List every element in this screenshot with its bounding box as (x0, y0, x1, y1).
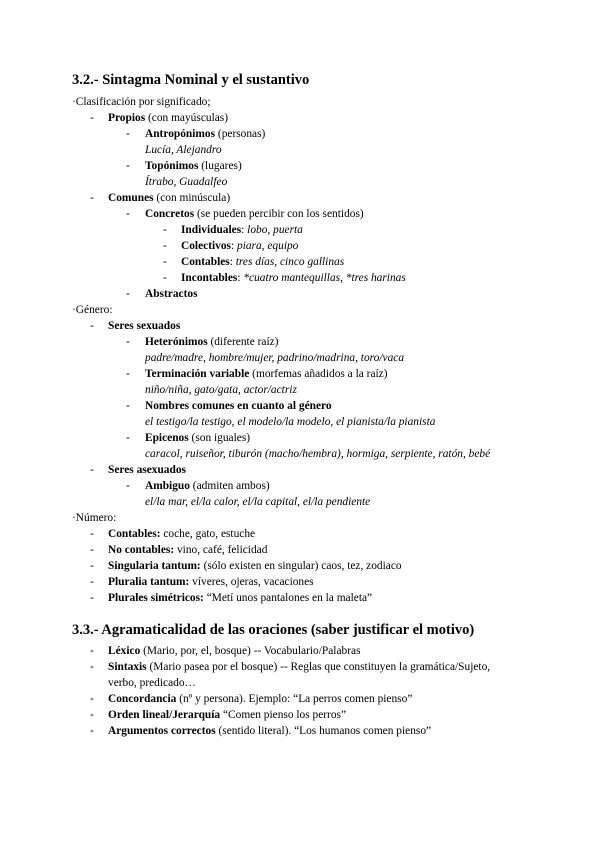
list-item-lexico: Léxico (Mario, por, el, bosque) -- Vocabulario/Palabras (108, 645, 361, 657)
list-item-orden-lineal: Orden lineal/Jerarquía “Comen pienso los perros” (108, 709, 347, 721)
bullet-dash: - (163, 224, 167, 236)
list-item-concordancia: Concordancia (nº y persona). Ejemplo: “La perros comen pienso” (108, 693, 413, 705)
bullet-dash: - (126, 208, 130, 220)
bullet-dash: - (90, 544, 94, 556)
list-item-toponimos: Topónimos (lugares) (145, 160, 242, 172)
bullet-dash: - (126, 288, 130, 300)
list-item-plurales-simetricos: Plurales simétricos: “Metí unos pantalones en la maleta” (108, 592, 373, 604)
example-ambiguo: el/la mar, el/la calor, el/la capital, el/la pendiente (145, 496, 371, 508)
list-item-propios: Propios (con mayúsculas) (108, 112, 229, 124)
bullet-dash: - (126, 336, 130, 348)
bullet-dash: - (90, 645, 94, 657)
example-toponimos: Ítrabo, Guadalfeo (145, 176, 228, 188)
genero-label: ·Género: (72, 304, 113, 316)
bullet-dash: - (126, 368, 130, 380)
bullet-dash: - (90, 725, 94, 737)
bullet-dash: - (126, 160, 130, 172)
bullet-dash: - (90, 693, 94, 705)
example-heteronimos: padre/madre, hombre/mujer, padrino/madrina, toro/vaca (145, 352, 405, 364)
list-item-sintaxis: Sintaxis (Mario pasea por el bosque) -- Reglas que constituyen la gramática/Sujeto, (108, 661, 491, 673)
list-item-comunes: Comunes (con minúscula) (108, 192, 231, 204)
bullet-dash: - (90, 709, 94, 721)
bullet-dash: - (90, 560, 94, 572)
list-item-singularia-tantum: Singularia tantum: (sólo existen en singular) caos, tez, zodiaco (108, 560, 402, 572)
example-antroponimos: Lucía, Alejandro (145, 144, 222, 156)
list-item-argumentos-correctos: Argumentos correctos (sentido literal). “Los humanos comen pienso” (108, 725, 432, 737)
numero-label: ·Número: (72, 512, 117, 524)
list-item-epicenos: Epicenos (son iguales) (145, 432, 251, 444)
bullet-dash: - (126, 432, 130, 444)
example-epicenos: caracol, ruiseñor, tiburón (macho/hembra), hormiga, serpiente, ratón, bebé (145, 448, 491, 460)
bullet-dash: - (163, 240, 167, 252)
bullet-dash: - (126, 480, 130, 492)
list-item-heteronimos: Heterónimos (diferente raíz) (145, 336, 279, 348)
list-item-antroponimos: Antropónimos (personas) (145, 128, 266, 140)
section-heading-3-3: 3.3.- Agramaticalidad de las oraciones (saber justificar el motivo) (72, 622, 475, 638)
bullet-dash: - (90, 592, 94, 604)
bullet-dash: - (163, 272, 167, 284)
list-item-no-contables: No contables: vino, café, felicidad (108, 544, 268, 556)
list-item-abstractos: Abstractos (145, 288, 198, 300)
bullet-dash: - (90, 320, 94, 332)
example-nombres-comunes: el testigo/la testigo, el modelo/la modelo, el pianista/la pianista (145, 416, 436, 428)
bullet-dash: - (126, 400, 130, 412)
list-item-seres-sexuados: Seres sexuados (108, 320, 181, 332)
list-item-concretos: Concretos (se pueden percibir con los sentidos) (145, 208, 364, 220)
bullet-dash: - (90, 661, 94, 673)
list-item-individuales: Individuales: lobo, puerta (181, 224, 303, 236)
list-item-ambiguo: Ambiguo (admiten ambos) (145, 480, 270, 492)
list-item-nombres-comunes: Nombres comunes en cuanto al género (145, 400, 332, 412)
list-item-pluralia-tantum: Pluralia tantum: víveres, ojeras, vacaciones (108, 576, 314, 588)
example-terminacion-variable: niño/niña, gato/gata, actor/actriz (145, 384, 297, 396)
bullet-dash: - (90, 528, 94, 540)
list-item-seres-asexuados: Seres asexuados (108, 464, 186, 476)
bullet-dash: - (163, 256, 167, 268)
bullet-dash: - (90, 464, 94, 476)
list-item-contables: Contables: tres días, cinco gallinas (181, 256, 345, 268)
list-item-terminacion-variable: Terminación variable (morfemas añadidos a la raíz) (145, 368, 388, 380)
list-item-sintaxis-continuation: verbo, predicado… (108, 677, 196, 689)
bullet-dash: - (90, 576, 94, 588)
bullet-dash: - (90, 112, 94, 124)
list-item-incontables: Incontables: *cuatro mantequillas, *tres harinas (181, 272, 406, 284)
list-item-colectivos: Colectivos: piara, equipo (181, 240, 299, 252)
section-heading-3-2: 3.2.- Sintagma Nominal y el sustantivo (72, 72, 310, 88)
clasificacion-label: ·Clasificación por significado; (72, 96, 211, 108)
bullet-dash: - (90, 192, 94, 204)
bullet-dash: - (126, 128, 130, 140)
list-item-numero-contables: Contables: coche, gato, estuche (108, 528, 256, 540)
